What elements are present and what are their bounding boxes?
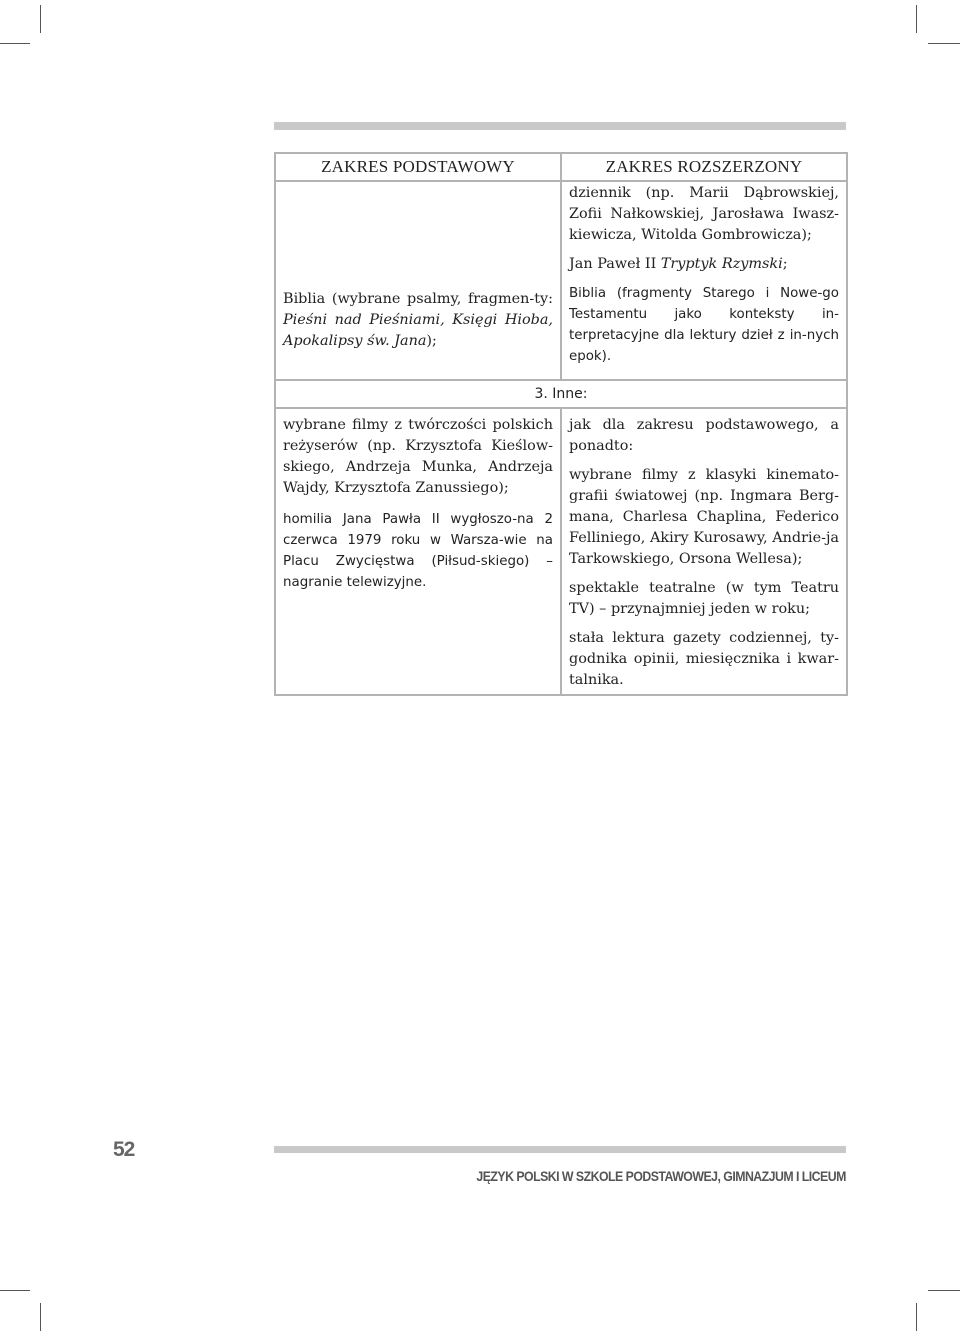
- tryptyk-author: Jan Paweł II: [569, 256, 661, 272]
- table-row: [275, 181, 847, 380]
- bible-text-end: );: [426, 333, 437, 349]
- extended-scope-cell: [561, 408, 847, 695]
- header-extended-scope: ZAKRES ROZSZERZONY: [561, 153, 847, 181]
- bible-titles: Pieśni nad Pieśniami, Księgi Hioba, Apokalipsy św. Jana: [283, 312, 553, 349]
- tryptyk-entry: [569, 254, 839, 275]
- table-row: [275, 408, 847, 695]
- curriculum-table: [274, 152, 848, 696]
- world-films-entry: wybrane filmy z klasyki kinemato-grafii światowej (np. Ingmara Berg-mana, Charlesa Chaplina, Federico Felliniego, Akiry Kurosawy, Andrie-ja Tarkowskiego, Orsona Wellesa);: [569, 467, 839, 567]
- press-entry: stała lektura gazety codziennej, ty-godnika opinii, miesięcznika i kwar-talnika.: [569, 630, 839, 688]
- header-basic-scope: ZAKRES PODSTAWOWY: [275, 153, 561, 181]
- crop-mark: [916, 1303, 917, 1331]
- top-decorative-bar: [274, 122, 846, 130]
- crop-mark: [0, 1290, 30, 1291]
- section-row: [275, 380, 847, 408]
- homily-entry: homilia Jana Pawła II wygłoszo-na 2 czerwca 1979 roku w Warsza-wie na Placu Zwycięstwa (Piłsud-skiego) – nagranie telewizyjne.: [283, 512, 553, 590]
- table-header-row: [275, 153, 847, 181]
- page-number: 52: [113, 1138, 135, 1161]
- tryptyk-title: Tryptyk Rzymski: [660, 256, 783, 272]
- intro-entry: jak dla zakresu podstawowego, a ponadto:: [569, 417, 839, 454]
- section-label: 3. Inne:: [275, 380, 847, 408]
- crop-mark: [928, 43, 960, 44]
- extended-scope-cell: [561, 181, 847, 380]
- crop-mark: [916, 5, 917, 33]
- bible-context-entry: Biblia (fragmenty Starego i Nowe-go Testamentu jako konteksty in-terpretacyjne dla lektury dzieł z in-nych epok).: [569, 286, 839, 364]
- bible-entry: [283, 289, 553, 352]
- basic-scope-cell: [275, 408, 561, 695]
- bible-text: Biblia (wybrane psalmy, fragmen-ty:: [283, 291, 553, 307]
- tryptyk-end: ;: [782, 256, 788, 272]
- footer-decorative-bar: [274, 1146, 846, 1153]
- footer-title: JĘZYK POLSKI W SZKOLE PODSTAWOWEJ, GIMNAZJUM I LICEUM: [476, 1168, 846, 1184]
- crop-mark: [40, 5, 41, 33]
- films-entry: wybrane filmy z twórczości polskich reżyserów (np. Krzysztofa Kieślow-skiego, Andrzeja Munka, Andrzeja Wajdy, Krzysztofa Zanussiego);: [283, 417, 553, 496]
- crop-mark: [928, 1290, 960, 1291]
- theatre-entry: spektakle teatralne (w tym Teatru TV) – przynajmniej jeden w roku;: [569, 580, 839, 617]
- diary-entry: dziennik (np. Marii Dąbrowskiej, Zofii Nałkowskiej, Jarosława Iwasz-kiewicza, Witolda Gombrowicza);: [569, 185, 839, 243]
- crop-mark: [0, 43, 30, 44]
- crop-mark: [40, 1303, 41, 1331]
- basic-scope-cell: [275, 181, 561, 380]
